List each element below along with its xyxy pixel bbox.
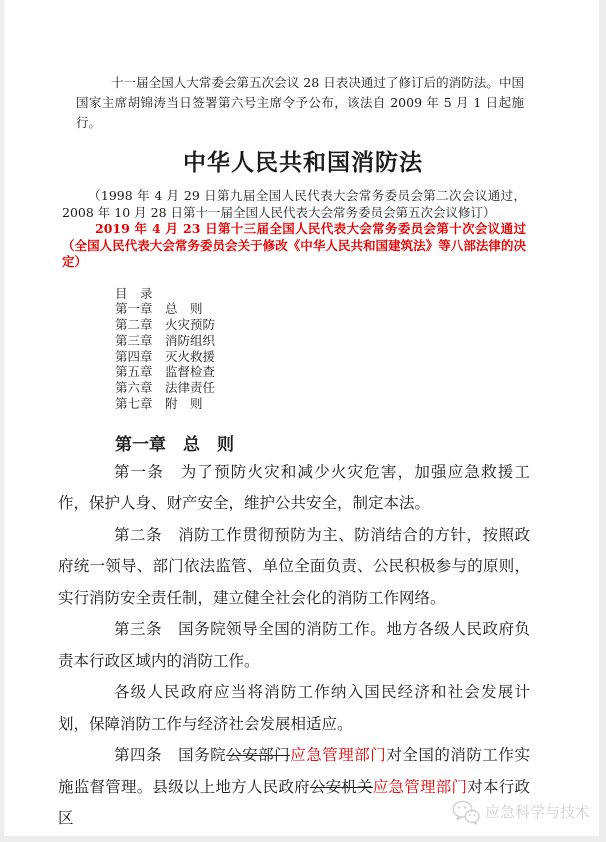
table-of-contents [115, 286, 606, 412]
toc-item-chapter5: 第五章 监督检查 [115, 364, 216, 380]
article-paragraph-3 [58, 614, 530, 677]
article-paragraph-4 [58, 677, 530, 740]
toc-heading: 目 录 [115, 285, 153, 301]
inserted-text: 应急管理部门 [372, 777, 468, 796]
toc-item-chapter2: 第二章 火灾预防 [115, 317, 216, 333]
toc-item-chapter1: 第一章 总 则 [115, 301, 203, 317]
intro-paragraph: 十一届全国人大常委会第五次会议 28 日表决通过了修订后的消防法。中国国家主席胡锦涛当日签署第六号主席令予公布，该法自 2009 年 5 月 1 日起施行。 [76, 75, 524, 130]
article-text: 第四条 国务院 [114, 746, 227, 765]
article-text: 对本行政区 [58, 777, 530, 828]
chapter-heading: 第一章 总 则 [115, 434, 234, 455]
toc-item-chapter3: 第三章 消防组织 [115, 332, 216, 348]
article-paragraph-1 [58, 457, 530, 520]
document-title: 中华人民共和国消防法 [183, 149, 423, 176]
enactment-note: （1998 年 4 月 29 日第九届全国人民代表大会常务委员会第二次会议通过，2008 年 10 月 28 日第十一届全国人民代表大会常务委员会第五次会议修订） [62, 188, 526, 220]
deleted-text: 公安机关 [309, 777, 373, 796]
article-text: 第一条 为了预防火灾和减少火灾危害，加强应急救援工作，保护人身、财产安全，维护公共安全，制定本法。 [58, 462, 530, 513]
inserted-text: 应急管理部门 [290, 746, 387, 765]
amendment-note: 2019 年 4 月 23 日第十三届全国人民代表大会常务委员会第十次会议通过（全国人民代表大会常务委员会关于修改《中华人民共和国建筑法》等八部法律的决定） [62, 221, 526, 269]
article-text: 对全国的消防工作实施监督管理。县级以上地方人民政府 [58, 746, 530, 796]
toc-item-chapter7: 第七章 附 则 [115, 396, 203, 412]
toc-item-chapter6: 第六章 法律责任 [115, 380, 216, 396]
article-text: 第二条 消防工作贯彻预防为主、防消结合的方针，按照政府统一领导、部门依法监管、单位全面负责、公民积极参与的原则，实行消防安全责任制，建立健全社会化的消防工作网络。 [58, 525, 530, 607]
watermark [452, 799, 590, 825]
page-edge-bottom [0, 836, 606, 842]
watermark-label: 应急科学与技术 [485, 803, 591, 821]
article-paragraph-2 [58, 520, 530, 615]
article-text: 各级人民政府应当将消防工作纳入国民经济和社会发展计划，保障消防工作与经济社会发展相适应。 [58, 683, 530, 733]
toc-item-chapter4: 第四章 灭火救援 [115, 348, 216, 364]
deleted-text: 公安部门 [226, 746, 291, 765]
wechat-icon [452, 800, 480, 825]
article-text: 第三条 国务院领导全国的消防工作。地方各级人民政府负责本行政区域内的消防工作。 [58, 620, 530, 670]
